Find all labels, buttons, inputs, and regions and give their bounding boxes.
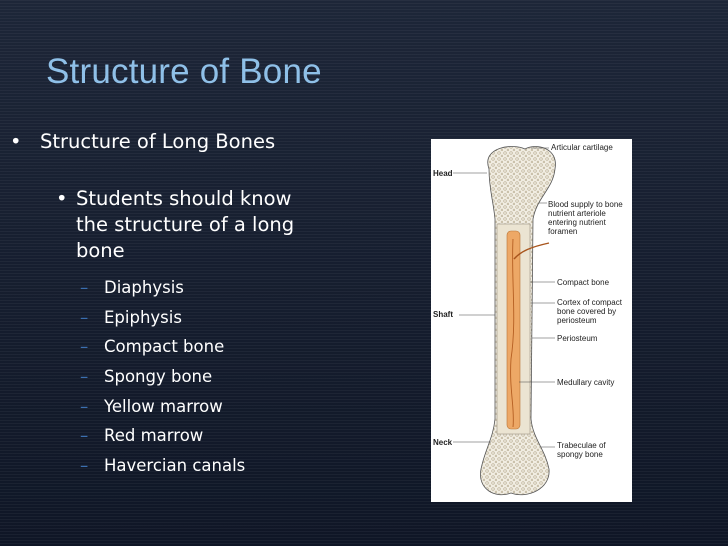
list-item (80, 278, 245, 308)
bone-parts-list (80, 278, 245, 486)
dash-marker: – (80, 337, 89, 357)
long-bone-diagram (431, 139, 632, 502)
bullet-structure-long-bones (10, 130, 275, 153)
list-item-label: Diaphysis (104, 278, 184, 297)
dash-marker: – (80, 396, 89, 416)
label-cortex-2: bone covered by (557, 307, 617, 316)
dash-marker: – (80, 426, 89, 446)
bullet-text: Structure of Long Bones (40, 130, 276, 153)
label-compact-bone: Compact bone (557, 278, 610, 287)
label-shaft: Shaft (433, 310, 453, 319)
label-entering-nutrient: entering nutrient (548, 218, 606, 227)
bullet-dot: • (56, 187, 68, 210)
slide-title: Structure of Bone (46, 52, 322, 91)
bullet-students-should-know (56, 186, 326, 264)
label-trabeculae: Trabeculae of (557, 441, 606, 450)
list-item-label: Epiphysis (104, 307, 182, 327)
list-item (80, 308, 245, 338)
bullet-dot: • (10, 130, 22, 153)
long-bone-svg (431, 139, 632, 502)
list-item (80, 456, 245, 486)
list-item-label: Havercian canals (104, 456, 246, 476)
dash-marker: – (80, 367, 89, 387)
label-foramen: foramen (548, 227, 578, 236)
label-medullary-cavity: Medullary cavity (557, 378, 615, 387)
list-item-label: Yellow marrow (104, 396, 223, 416)
label-spongy-bone: spongy bone (557, 450, 603, 459)
dash-marker: – (80, 307, 89, 327)
list-item (80, 426, 245, 456)
bullet-text: Students should know the structure of a long bone (76, 187, 295, 262)
label-blood-supply: Blood supply to bone (548, 200, 623, 209)
label-neck: Neck (433, 438, 453, 447)
list-item-label: Spongy bone (104, 367, 213, 387)
label-cortex-3: periosteum (557, 316, 597, 325)
list-item (80, 367, 245, 397)
label-articular-cartilage: Articular cartilage (551, 143, 613, 152)
dash-marker: – (80, 278, 89, 297)
list-item-label: Compact bone (104, 337, 225, 357)
list-item (80, 337, 245, 367)
list-item-label: Red marrow (104, 426, 204, 446)
label-cortex: Cortex of compact (557, 298, 622, 307)
list-item (80, 397, 245, 427)
label-nutrient-arteriole: nutrient arteriole (548, 209, 606, 218)
dash-marker: – (80, 456, 89, 476)
label-head: Head (433, 169, 453, 178)
label-periosteum: Periosteum (557, 334, 598, 343)
